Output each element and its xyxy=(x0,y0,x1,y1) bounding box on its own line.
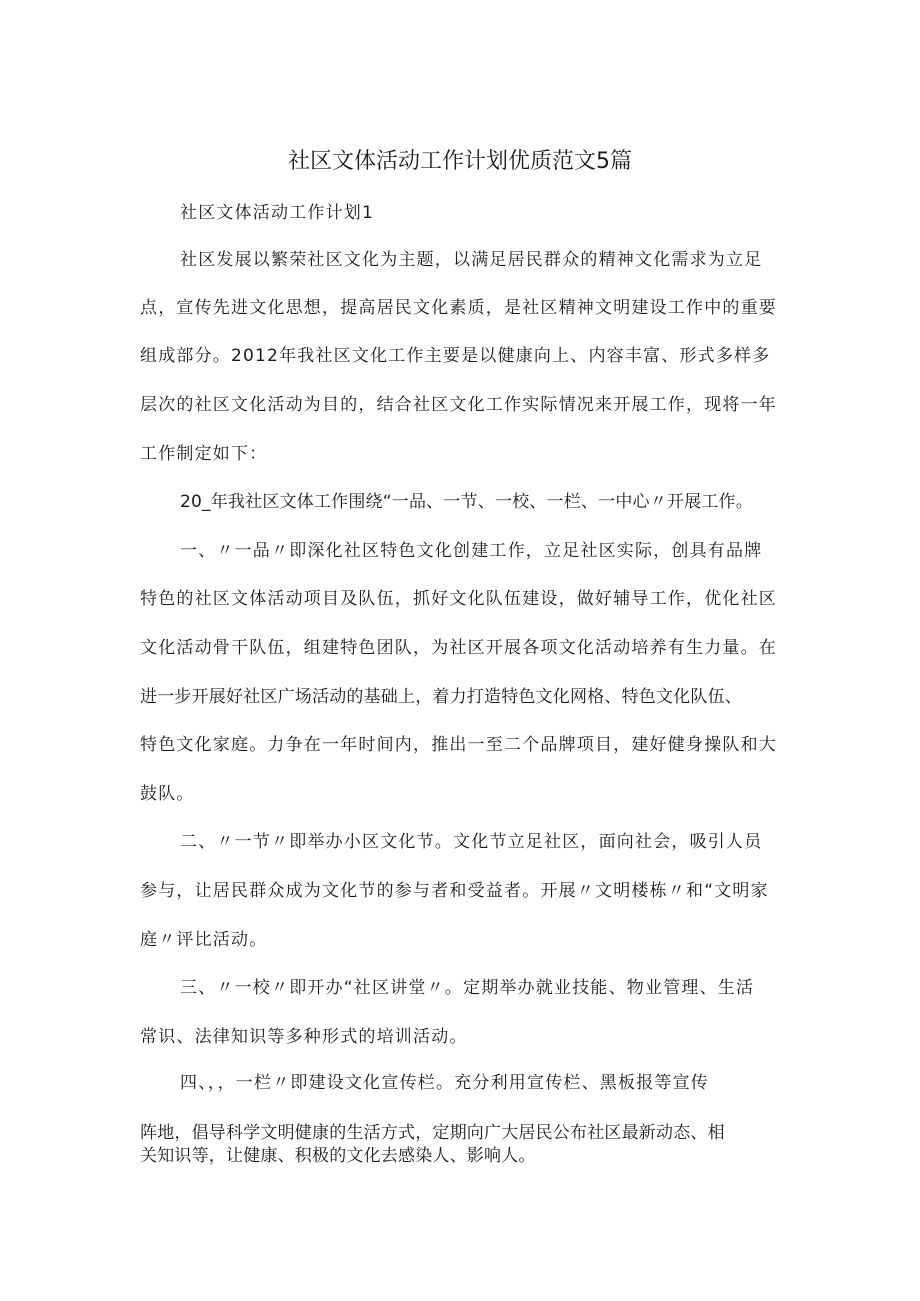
paragraph-line: 鼓队。 xyxy=(140,784,195,804)
paragraph-line: 三、〃一校〃即开办“社区讲堂〃。定期举办就业技能、物业管理、生活 xyxy=(180,978,755,998)
paragraph-line: 常识、法律知识等多种形式的培训活动。 xyxy=(140,1027,468,1047)
paragraph-line: 20_年我社区文体工作围绕“一品、一节、一校、一栏、一中心〃开展工作。 xyxy=(180,492,753,512)
paragraph-line: 阵地，倡导科学文明健康的生活方式，定期向广大居民公布社区最新动态、相 xyxy=(140,1123,725,1143)
document-title: 社区文体活动工作计划优质范文5篇 xyxy=(288,149,632,174)
paragraph-line: 工作制定如下： xyxy=(140,444,268,464)
paragraph-line: 四、，，一栏〃即建设文化宣传栏。充分利用宣传栏、黑板报等宣传 xyxy=(180,1073,709,1093)
paragraph-line: 文化活动骨干队伍，组建特色团队，为社区开展各项文化活动培养有生力量。在 xyxy=(140,638,777,658)
section-heading: 社区文体活动工作计划1 xyxy=(180,203,375,223)
paragraph-line: 社区发展以繁荣社区文化为主题，以满足居民群众的精神文化需求为立足 xyxy=(180,250,763,270)
paragraph-line: 二、〃一节〃即举办小区文化节。文化节立足社区，面向社会，吸引人员 xyxy=(180,832,763,852)
paragraph-line: 点，宣传先进文化思想，提高居民文化素质，是社区精神文明建设工作中的重要 xyxy=(140,298,777,318)
paragraph-line: 特色的社区文体活动项目及队伍，抓好文化队伍建设，做好辅导工作，优化社区 xyxy=(140,589,777,609)
paragraph-line: 一、〃一品〃即深化社区特色文化创建工作，立足社区实际，创具有品牌 xyxy=(180,541,763,561)
paragraph-line: 特色文化家庭。力争在一年时间内，推出一至二个品牌项目，建好健身操队和大 xyxy=(140,735,777,755)
paragraph-line: 层次的社区文化活动为目的，结合社区文化工作实际情况来开展工作，现将一年 xyxy=(140,395,777,415)
paragraph-line: 参与，让居民群众成为文化节的参与者和受益者。开展〃文明楼栋〃和“文明家 xyxy=(140,881,769,901)
paragraph-line: 进一步开展好社区广场活动的基础上，着力打造特色文化网格、特色文化队伍、 xyxy=(140,687,742,707)
paragraph-line: 组成部分。2012年我社区文化工作主要是以健康向上、内容丰富、形式多样多 xyxy=(140,346,771,366)
paragraph-line: 庭〃评比活动。 xyxy=(140,930,268,950)
paragraph-line: 关知识等，让健康、积极的文化去感染人、影响人。 xyxy=(140,1146,536,1166)
